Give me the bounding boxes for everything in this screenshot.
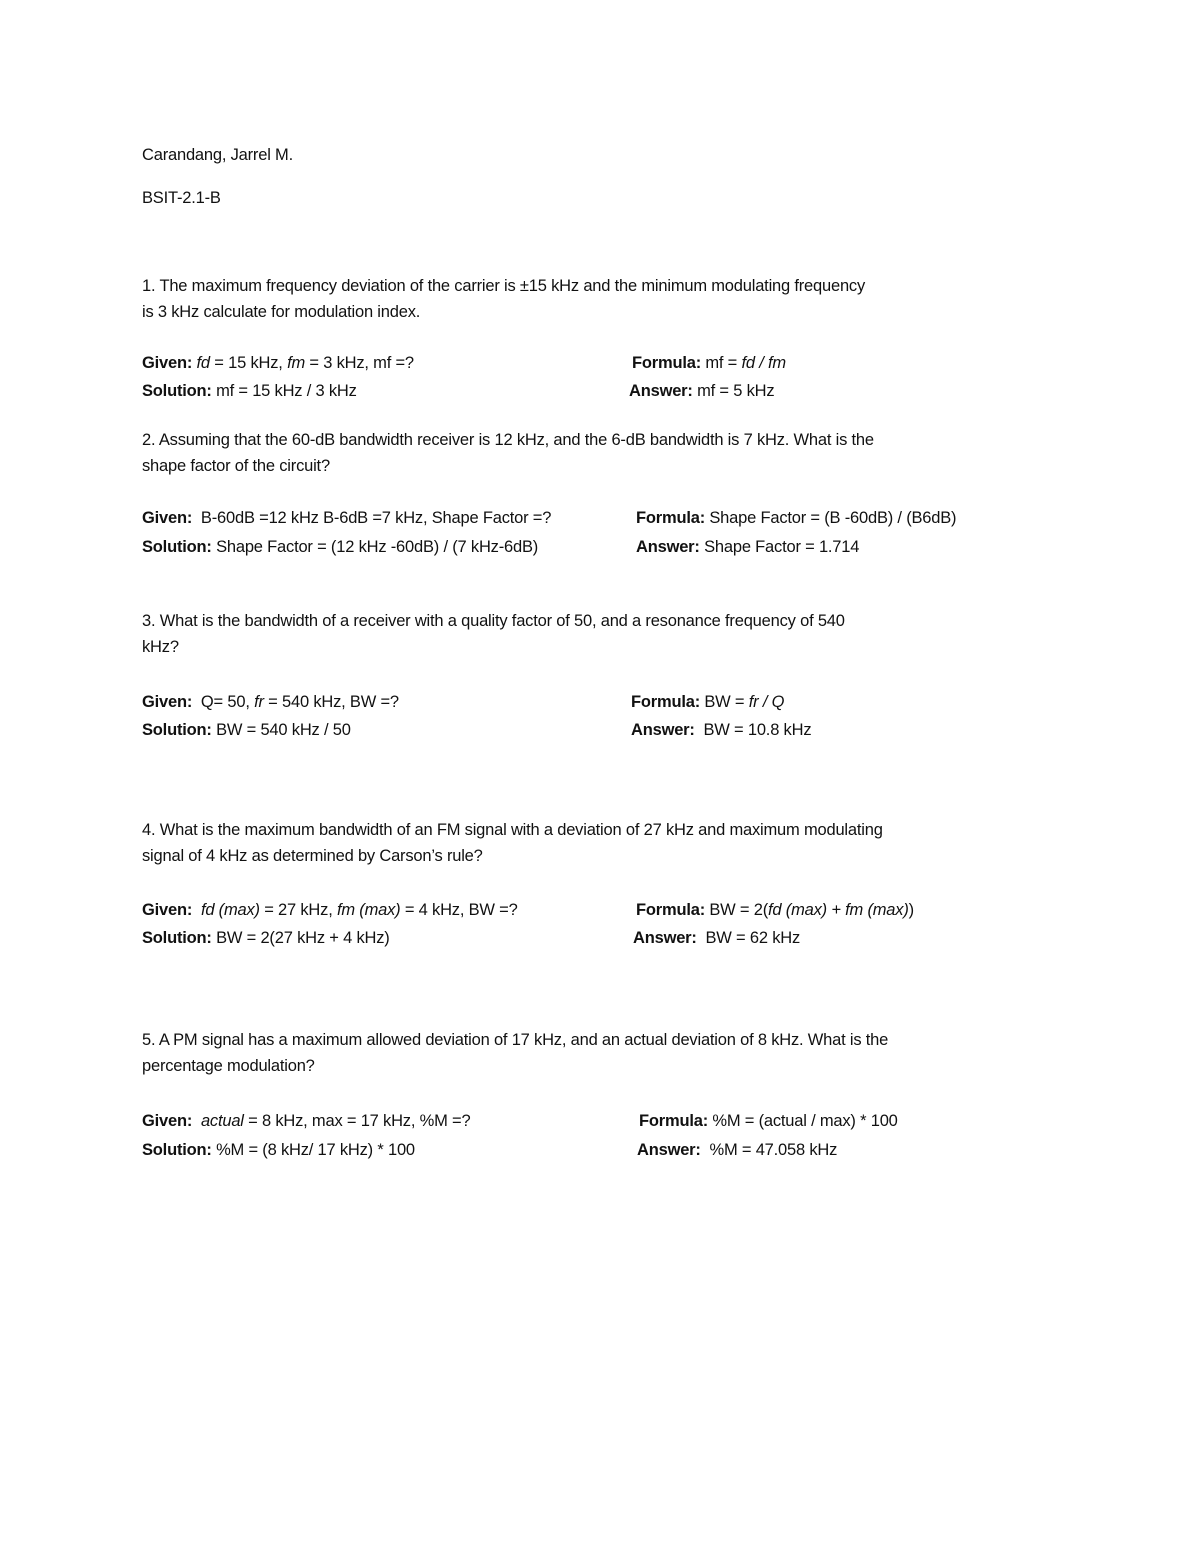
answer <box>629 382 774 401</box>
solution-label: Solution: <box>142 382 212 400</box>
formula <box>639 1112 898 1131</box>
given-text: fr <box>254 693 264 711</box>
answer-text: %M = 47.058 kHz <box>700 1141 838 1159</box>
given <box>142 693 399 712</box>
formula-text: Shape Factor = (B -60dB) / (B6dB) <box>704 509 957 527</box>
formula-text: fr / Q <box>748 693 785 711</box>
student-section: BSIT-2.1-B <box>142 189 221 207</box>
formula-text: BW = <box>699 693 749 711</box>
answer <box>631 721 811 740</box>
given-text: actual <box>200 1112 244 1130</box>
formula-text: fd / fm <box>741 354 786 372</box>
solution-label: Solution: <box>142 721 212 739</box>
answer-label: Answer: <box>629 382 693 400</box>
question-text: 2. Assuming that the 60-dB bandwidth receiver is 12 kHz, and the 6-dB bandwidth is 7 kHz. What is the <box>142 431 874 449</box>
answer-text: mf = 5 kHz <box>692 382 775 400</box>
question-text: is 3 kHz calculate for modulation index. <box>142 303 421 321</box>
solution <box>142 538 538 557</box>
student-name: Carandang, Jarrel M. <box>142 146 293 164</box>
formula-label: Formula: <box>631 693 700 711</box>
question-text: 5. A PM signal has a maximum allowed deviation of 17 kHz, and an actual deviation of 8 kHz. What is the <box>142 1031 889 1049</box>
formula <box>636 509 956 528</box>
given-label: Given: <box>142 354 193 372</box>
formula-label: Formula: <box>636 509 705 527</box>
given-text: B-60dB =12 kHz B-6dB =7 kHz, Shape Factor =? <box>192 509 552 527</box>
formula-text: BW = 2( <box>704 901 769 919</box>
given-text <box>192 1112 201 1130</box>
solution <box>142 382 357 401</box>
given-text: = 540 kHz, BW =? <box>263 693 399 711</box>
formula-text: mf = <box>700 354 742 372</box>
given-label: Given: <box>142 901 193 919</box>
given-text: = 4 kHz, BW =? <box>400 901 518 919</box>
given <box>142 354 414 373</box>
given-text: = 3 kHz, mf =? <box>305 354 414 372</box>
answer-label: Answer: <box>633 929 697 947</box>
given-text: = 15 kHz, <box>209 354 288 372</box>
answer <box>636 538 859 557</box>
answer-label: Answer: <box>631 721 695 739</box>
answer-label: Answer: <box>637 1141 701 1159</box>
question-text: signal of 4 kHz as determined by Carson’s rule? <box>142 847 483 865</box>
formula <box>636 901 914 920</box>
given-text: = 27 kHz, <box>259 901 337 919</box>
formula-label: Formula: <box>632 354 701 372</box>
question-text: 1. The maximum frequency deviation of the carrier is ±15 kHz and the minimum modulating frequency <box>142 277 866 295</box>
given <box>142 1112 470 1131</box>
solution-text: BW = 540 kHz / 50 <box>211 721 351 739</box>
solution-text: %M = (8 kHz/ 17 kHz) * 100 <box>211 1141 415 1159</box>
answer-text: BW = 62 kHz <box>696 929 801 947</box>
given-label: Given: <box>142 1112 193 1130</box>
question-text: 3. What is the bandwidth of a receiver with a quality factor of 50, and a resonance frequency of 540 <box>142 612 845 630</box>
given-text: fm (max) <box>336 901 401 919</box>
given-text: Q= 50, <box>192 693 255 711</box>
formula <box>631 693 784 712</box>
question-text: 4. What is the maximum bandwidth of an FM signal with a deviation of 27 kHz and maximum modulating <box>142 821 883 839</box>
solution <box>142 721 351 740</box>
given-text: fd <box>196 354 210 372</box>
solution-text: mf = 15 kHz / 3 kHz <box>211 382 357 400</box>
solution-label: Solution: <box>142 1141 212 1159</box>
formula <box>632 354 786 373</box>
solution-text: Shape Factor = (12 kHz -60dB) / (7 kHz-6dB) <box>211 538 539 556</box>
question-text: kHz? <box>142 638 179 656</box>
formula-text: %M = (actual / max) * 100 <box>707 1112 898 1130</box>
answer-label: Answer: <box>636 538 700 556</box>
formula-text: ) <box>908 901 914 919</box>
given-text: fm <box>287 354 305 372</box>
answer <box>637 1141 837 1160</box>
given-text: = 8 kHz, max = 17 kHz, %M =? <box>243 1112 471 1130</box>
solution <box>142 929 390 948</box>
formula-text: fd (max) + fm (max) <box>768 901 909 919</box>
answer-text: BW = 10.8 kHz <box>694 721 812 739</box>
given-text: fd (max) <box>200 901 260 919</box>
question-text: percentage modulation? <box>142 1057 315 1075</box>
question-text: shape factor of the circuit? <box>142 457 330 475</box>
formula-label: Formula: <box>636 901 705 919</box>
solution-text: BW = 2(27 kHz + 4 kHz) <box>211 929 390 947</box>
answer <box>633 929 800 948</box>
given-label: Given: <box>142 693 193 711</box>
solution <box>142 1141 415 1160</box>
given-text <box>192 901 201 919</box>
answer-text: Shape Factor = 1.714 <box>699 538 860 556</box>
solution-label: Solution: <box>142 538 212 556</box>
given <box>142 901 518 920</box>
given <box>142 509 551 528</box>
given-label: Given: <box>142 509 193 527</box>
solution-label: Solution: <box>142 929 212 947</box>
formula-label: Formula: <box>639 1112 708 1130</box>
